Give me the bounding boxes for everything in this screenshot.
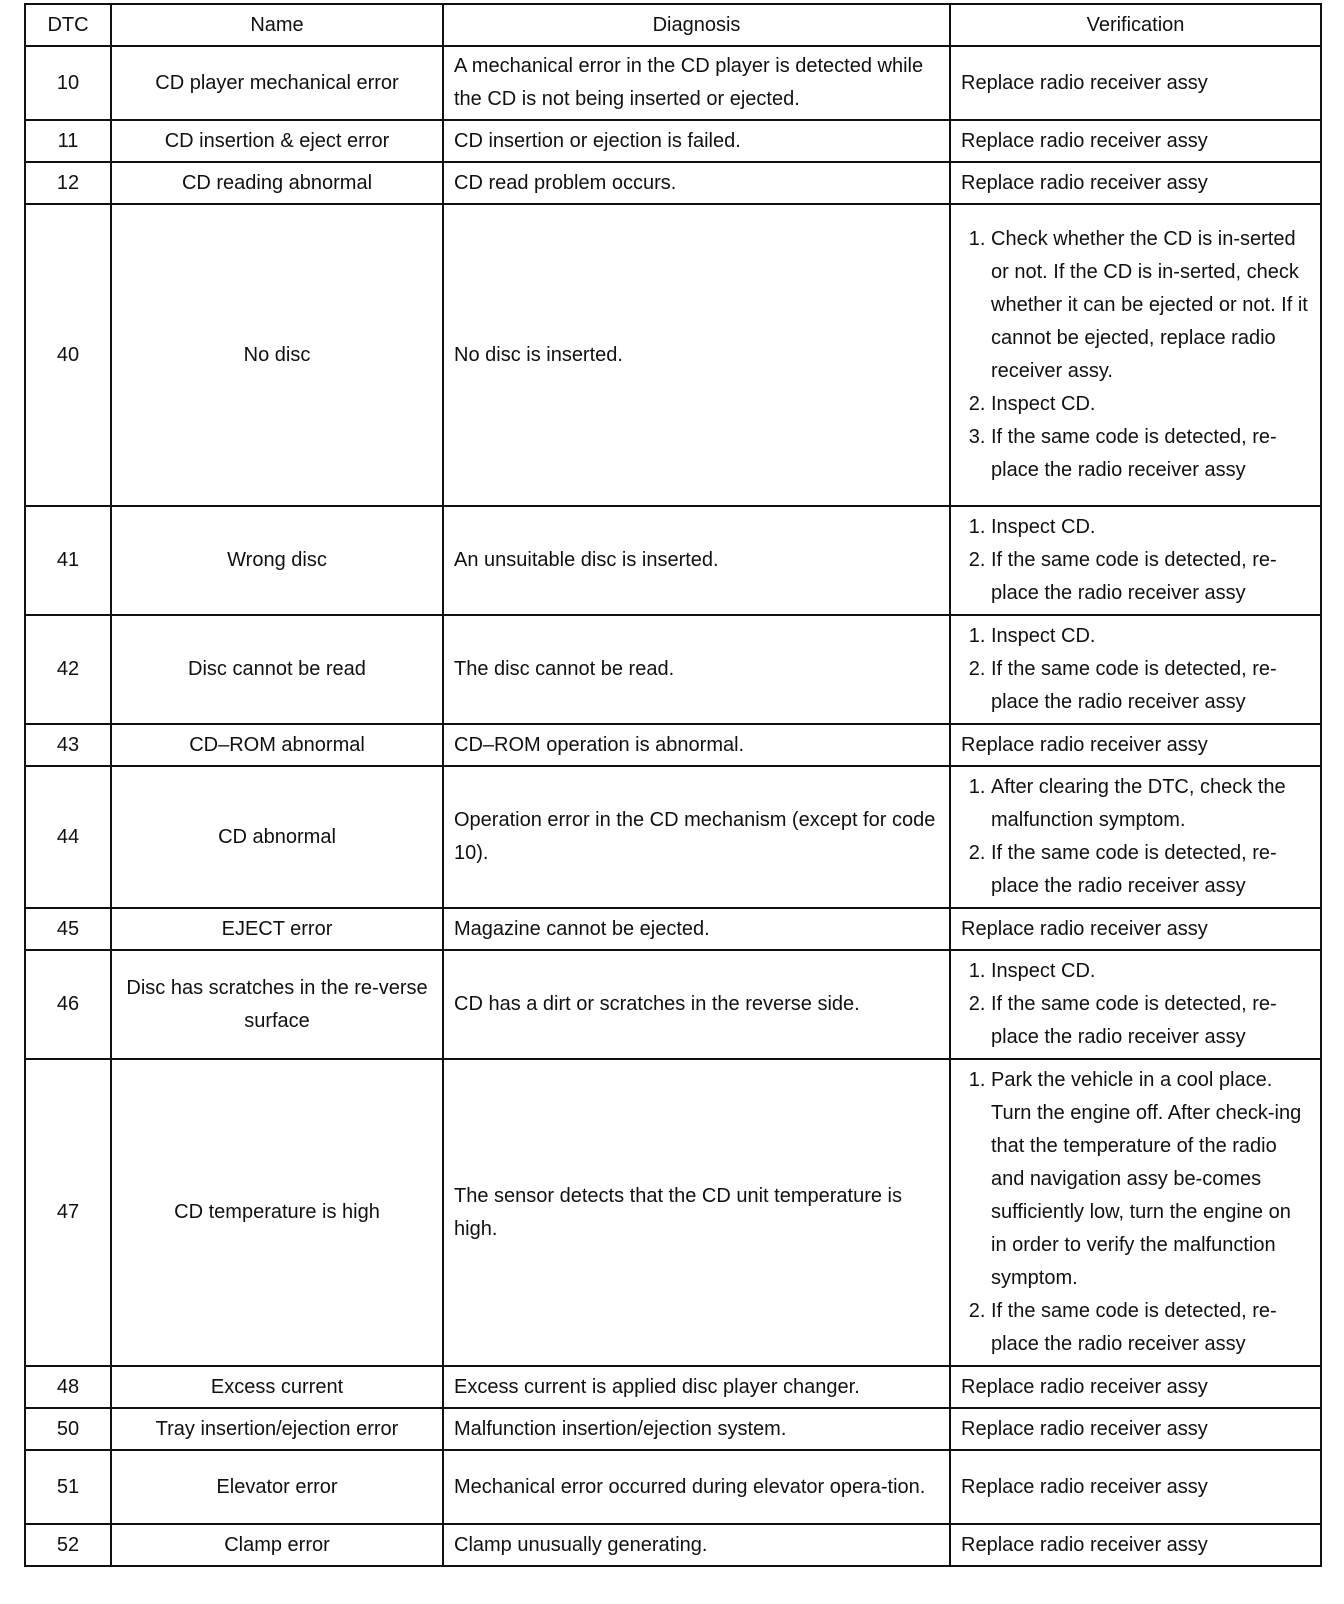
dtc-name-cell: CD player mechanical error (111, 46, 443, 120)
dtc-code-cell: 45 (25, 908, 111, 950)
verification-steps (961, 616, 1310, 723)
dtc-name-cell: CD reading abnormal (111, 162, 443, 204)
diagnosis-cell: The sensor detects that the CD unit temperature is high. (443, 1059, 950, 1366)
table-row (25, 1059, 1321, 1366)
diagnosis-cell: Malfunction insertion/ejection system. (443, 1408, 950, 1450)
verification-cell: Replace radio receiver assy (950, 1450, 1321, 1524)
table-body (25, 46, 1321, 1566)
verification-cell: Replace radio receiver assy (950, 908, 1321, 950)
dtc-name-cell: Elevator error (111, 1450, 443, 1524)
dtc-name-cell: CD insertion & eject error (111, 120, 443, 162)
header-row (25, 4, 1321, 46)
verification-cell: Replace radio receiver assy (950, 46, 1321, 120)
verification-cell (950, 204, 1321, 506)
dtc-code-cell: 47 (25, 1059, 111, 1366)
diagnosis-cell: Operation error in the CD mechanism (except for code 10). (443, 766, 950, 908)
dtc-name-cell: Disc has scratches in the re-verse surface (111, 950, 443, 1059)
table-row (25, 766, 1321, 908)
dtc-name-cell: CD abnormal (111, 766, 443, 908)
verification-cell (950, 506, 1321, 615)
table-row (25, 46, 1321, 120)
verification-cell: Replace radio receiver assy (950, 162, 1321, 204)
verification-step: 1. After clearing the DTC, check the malfunction symptom. (991, 771, 1310, 837)
dtc-code-cell: 41 (25, 506, 111, 615)
diagnosis-cell: Clamp unusually generating. (443, 1524, 950, 1566)
dtc-code-cell: 10 (25, 46, 111, 120)
verification-cell (950, 1059, 1321, 1366)
dtc-code-cell: 42 (25, 615, 111, 724)
diagnosis-cell: CD insertion or ejection is failed. (443, 120, 950, 162)
dtc-code-cell: 12 (25, 162, 111, 204)
diagnosis-cell: CD–ROM operation is abnormal. (443, 724, 950, 766)
diagnosis-cell: A mechanical error in the CD player is detected while the CD is not being inserted or ejected. (443, 46, 950, 120)
table-row (25, 1524, 1321, 1566)
dtc-code-cell: 51 (25, 1450, 111, 1524)
table-row (25, 1450, 1321, 1524)
verification-cell (950, 950, 1321, 1059)
verification-step: 1. Inspect CD. (991, 511, 1310, 544)
verification-steps (961, 507, 1310, 614)
diagnosis-cell: Excess current is applied disc player changer. (443, 1366, 950, 1408)
verification-step: 1. Inspect CD. (991, 620, 1310, 653)
table-header (25, 4, 1321, 46)
verification-step: 2. If the same code is detected, re-place the radio receiver assy (991, 1295, 1310, 1361)
header-diagnosis: Diagnosis (443, 4, 950, 46)
diagnosis-cell: CD read problem occurs. (443, 162, 950, 204)
dtc-name-cell: Wrong disc (111, 506, 443, 615)
verification-cell: Replace radio receiver assy (950, 120, 1321, 162)
header-dtc: DTC (25, 4, 111, 46)
verification-steps (961, 767, 1310, 907)
dtc-code-cell: 43 (25, 724, 111, 766)
verification-step: 2. If the same code is detected, re-place the radio receiver assy (991, 544, 1310, 610)
header-name: Name (111, 4, 443, 46)
diagnosis-cell: CD has a dirt or scratches in the reverse side. (443, 950, 950, 1059)
verification-step: 2. If the same code is detected, re-place the radio receiver assy (991, 837, 1310, 903)
dtc-name-cell: Clamp error (111, 1524, 443, 1566)
table-row (25, 1408, 1321, 1450)
table-row (25, 204, 1321, 506)
verification-step: 1. Inspect CD. (991, 955, 1310, 988)
dtc-table (24, 3, 1322, 1567)
diagnosis-cell: Magazine cannot be ejected. (443, 908, 950, 950)
dtc-code-cell: 44 (25, 766, 111, 908)
dtc-name-cell: Excess current (111, 1366, 443, 1408)
verification-step: 1. Check whether the CD is in-serted or not. If the CD is in-serted, check whether it can be ejected or not. If it cannot be ejected, replace radio receiver assy. (991, 223, 1310, 388)
verification-steps (961, 1060, 1310, 1365)
dtc-code-cell: 52 (25, 1524, 111, 1566)
dtc-code-cell: 11 (25, 120, 111, 162)
dtc-name-cell: EJECT error (111, 908, 443, 950)
verification-steps (961, 951, 1310, 1058)
table-row (25, 506, 1321, 615)
table-row (25, 120, 1321, 162)
dtc-code-cell: 46 (25, 950, 111, 1059)
verification-step: 3. If the same code is detected, re-place the radio receiver assy (991, 421, 1310, 487)
table-row (25, 908, 1321, 950)
dtc-name-cell: CD temperature is high (111, 1059, 443, 1366)
table-row (25, 162, 1321, 204)
verification-cell: Replace radio receiver assy (950, 724, 1321, 766)
verification-steps (961, 219, 1310, 491)
verification-cell (950, 615, 1321, 724)
table-row (25, 1366, 1321, 1408)
diagnosis-cell: An unsuitable disc is inserted. (443, 506, 950, 615)
verification-cell: Replace radio receiver assy (950, 1366, 1321, 1408)
verification-cell: Replace radio receiver assy (950, 1524, 1321, 1566)
diagnosis-cell: No disc is inserted. (443, 204, 950, 506)
table-row (25, 950, 1321, 1059)
dtc-name-cell: CD–ROM abnormal (111, 724, 443, 766)
dtc-code-cell: 48 (25, 1366, 111, 1408)
dtc-name-cell: No disc (111, 204, 443, 506)
verification-step: 2. If the same code is detected, re-place the radio receiver assy (991, 653, 1310, 719)
dtc-code-cell: 40 (25, 204, 111, 506)
verification-step: 2. Inspect CD. (991, 388, 1310, 421)
dtc-name-cell: Disc cannot be read (111, 615, 443, 724)
dtc-name-cell: Tray insertion/ejection error (111, 1408, 443, 1450)
table-row (25, 615, 1321, 724)
diagnosis-cell: The disc cannot be read. (443, 615, 950, 724)
diagnosis-cell: Mechanical error occurred during elevator opera-tion. (443, 1450, 950, 1524)
verification-step: 1. Park the vehicle in a cool place. Turn the engine off. After check-ing that the temperature of the radio and navigation assy be-comes sufficiently low, turn the engine on in order to verify the malfunction symptom. (991, 1064, 1310, 1295)
header-verification: Verification (950, 4, 1321, 46)
verification-cell: Replace radio receiver assy (950, 1408, 1321, 1450)
verification-cell (950, 766, 1321, 908)
dtc-code-cell: 50 (25, 1408, 111, 1450)
verification-step: 2. If the same code is detected, re-place the radio receiver assy (991, 988, 1310, 1054)
table-row (25, 724, 1321, 766)
